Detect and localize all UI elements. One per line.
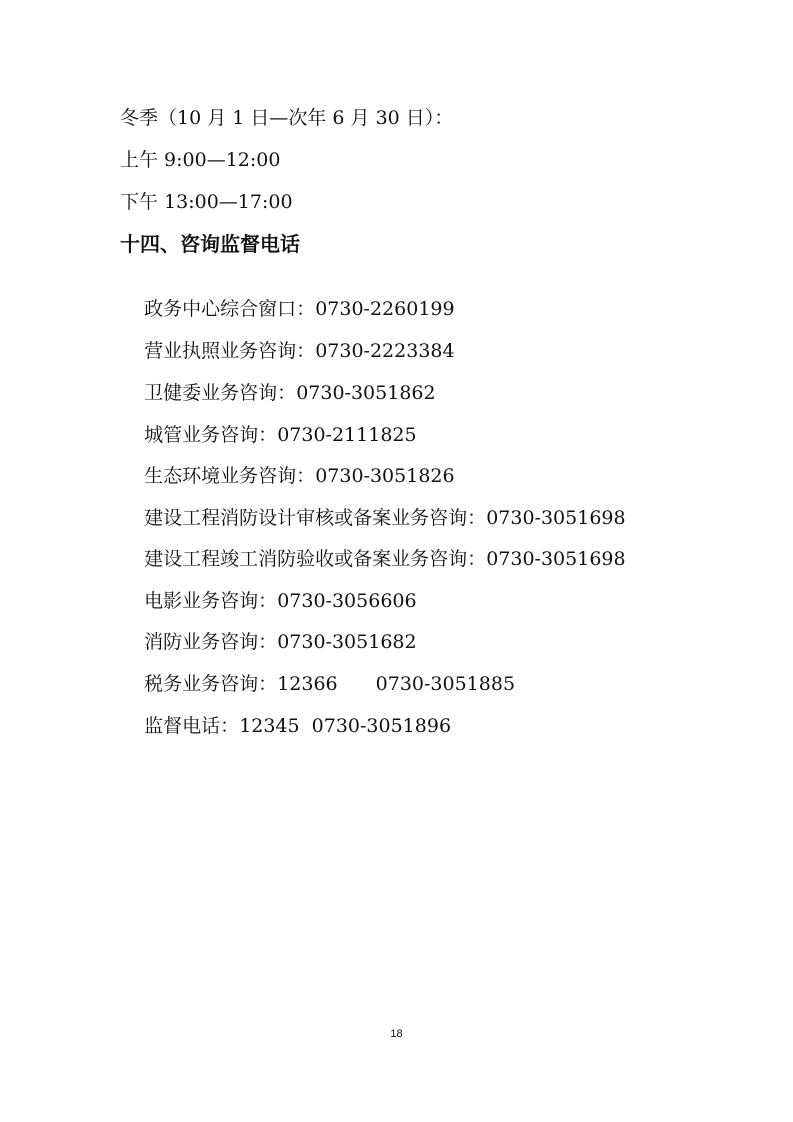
contact-label: 电影业务咨询：	[144, 590, 278, 612]
contact-label: 政务中心综合窗口：	[144, 298, 316, 320]
contact-label: 消防业务咨询：	[144, 631, 278, 653]
contact-label: 营业执照业务咨询：	[144, 340, 316, 362]
winter-hours-title: 冬季（10 月 1 日—次年 6 月 30 日）：	[120, 107, 454, 129]
tax-hotline: 12366	[277, 673, 338, 695]
morning-hours: 上午 9:00—12:00	[120, 149, 281, 171]
contact-phone: 0730-3051698	[486, 548, 626, 570]
supervision-label: 监督电话：	[144, 715, 240, 737]
supervision-contact-line	[120, 690, 451, 762]
contact-label: 建设工程消防设计审核或备案业务咨询：	[144, 507, 487, 529]
contact-phone: 0730-2260199	[315, 298, 455, 320]
contact-phone: 0730-3051862	[296, 382, 436, 404]
afternoon-hours: 下午 13:00—17:00	[120, 191, 293, 213]
contact-phone: 0730-3051682	[277, 631, 417, 653]
tax-label: 税务业务咨询：	[144, 673, 278, 695]
contact-label: 城管业务咨询：	[144, 424, 278, 446]
tax-phone: 0730-3051885	[375, 673, 516, 695]
section-heading: 十四、咨询监督电话	[120, 232, 300, 256]
contact-label: 生态环境业务咨询：	[144, 465, 316, 487]
contact-phone: 0730-2223384	[315, 340, 455, 362]
contact-label: 建设工程竣工消防验收或备案业务咨询：	[144, 548, 487, 570]
contact-phone: 0730-3056606	[277, 590, 417, 612]
page-number: 18	[390, 1028, 403, 1040]
contact-phone: 0730-3051826	[315, 465, 455, 487]
supervision-hotline: 12345	[239, 715, 300, 737]
contact-label: 卫健委业务咨询：	[144, 382, 297, 404]
contact-phone: 0730-3051698	[486, 507, 626, 529]
supervision-phone: 0730-3051896	[311, 715, 452, 737]
contact-phone: 0730-2111825	[277, 424, 417, 446]
